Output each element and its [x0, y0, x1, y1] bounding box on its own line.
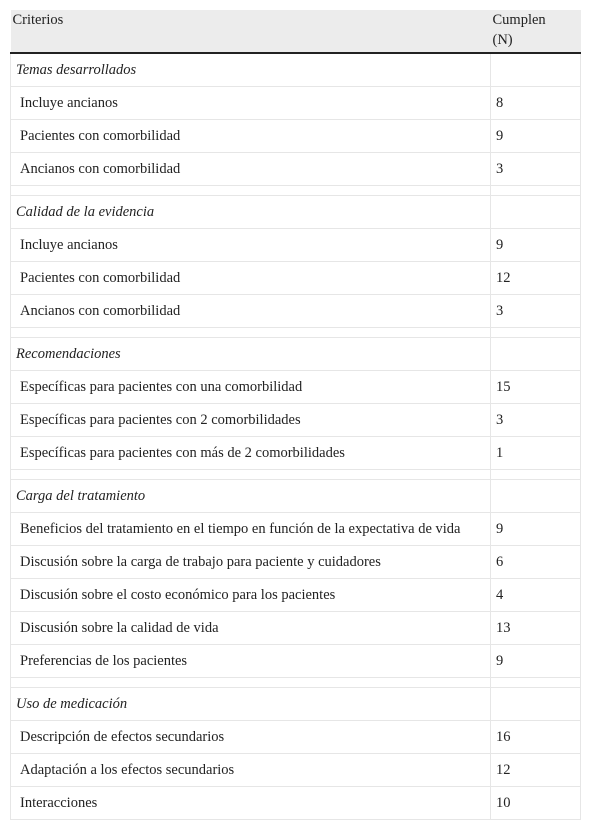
- table-row: [11, 262, 581, 295]
- row-value: 4: [491, 579, 581, 612]
- row-label: Específicas para pacientes con una comorbilidad: [11, 371, 491, 404]
- table-row: [11, 87, 581, 120]
- section-value-empty: [491, 480, 581, 513]
- section-title: Temas desarrollados: [11, 53, 491, 87]
- section-row: [11, 338, 581, 371]
- section-row: [11, 53, 581, 87]
- row-value: 9: [491, 120, 581, 153]
- header-criteria: Criterios: [11, 10, 491, 53]
- section-row: [11, 688, 581, 721]
- row-label: Discusión sobre la carga de trabajo para paciente y cuidadores: [11, 546, 491, 579]
- section-row: [11, 480, 581, 513]
- table-row: [11, 437, 581, 470]
- header-count-line2: (N): [492, 32, 513, 48]
- row-label: Interacciones: [11, 787, 491, 820]
- row-label: Incluye ancianos: [11, 87, 491, 120]
- row-label: Incluye ancianos: [11, 229, 491, 262]
- row-label: Ancianos con comorbilidad: [11, 153, 491, 186]
- header-count: [491, 10, 581, 53]
- row-label: Pacientes con comorbilidad: [11, 120, 491, 153]
- row-value: 9: [491, 645, 581, 678]
- criteria-table-container: [10, 10, 580, 811]
- row-value: 9: [491, 513, 581, 546]
- row-value: 12: [491, 262, 581, 295]
- table-row: [11, 579, 581, 612]
- row-label: Pacientes con comorbilidad: [11, 262, 491, 295]
- row-label: Específicas para pacientes con 2 comorbilidades: [11, 404, 491, 437]
- table-row: [11, 404, 581, 437]
- row-value: 3: [491, 295, 581, 328]
- criteria-table: [10, 10, 581, 820]
- section-value-empty: [491, 338, 581, 371]
- row-value: 12: [491, 754, 581, 787]
- section-value-empty: [491, 53, 581, 87]
- table-row: [11, 229, 581, 262]
- section-spacer: [11, 328, 581, 338]
- row-value: 1: [491, 437, 581, 470]
- row-label: Preferencias de los pacientes: [11, 645, 491, 678]
- table-row: [11, 612, 581, 645]
- row-value: 13: [491, 612, 581, 645]
- section-value-empty: [491, 688, 581, 721]
- row-value: 15: [491, 371, 581, 404]
- row-label: Ancianos con comorbilidad: [11, 295, 491, 328]
- section-title: Recomendaciones: [11, 338, 491, 371]
- row-label: Específicas para pacientes con más de 2 comorbilidades: [11, 437, 491, 470]
- section-spacer: [11, 186, 581, 196]
- section-title: Calidad de la evidencia: [11, 196, 491, 229]
- section-title: Carga del tratamiento: [11, 480, 491, 513]
- row-value: 16: [491, 721, 581, 754]
- header-count-line1: Cumplen: [492, 12, 546, 28]
- table-row: [11, 513, 581, 546]
- table-row: [11, 120, 581, 153]
- table-header-row: [11, 10, 581, 53]
- table-row: [11, 787, 581, 820]
- row-label: Discusión sobre el costo económico para los pacientes: [11, 579, 491, 612]
- table-row: [11, 153, 581, 186]
- table-row: [11, 546, 581, 579]
- row-value: 8: [491, 87, 581, 120]
- section-spacer: [11, 678, 581, 688]
- section-row: [11, 196, 581, 229]
- table-body: [11, 53, 581, 820]
- table-row: [11, 295, 581, 328]
- row-label: Adaptación a los efectos secundarios: [11, 754, 491, 787]
- row-value: 3: [491, 153, 581, 186]
- section-spacer: [11, 470, 581, 480]
- row-value: 3: [491, 404, 581, 437]
- table-row: [11, 371, 581, 404]
- row-value: 9: [491, 229, 581, 262]
- row-value: 6: [491, 546, 581, 579]
- row-label: Beneficios del tratamiento en el tiempo en función de la expectativa de vida: [11, 513, 491, 546]
- table-row: [11, 645, 581, 678]
- table-row: [11, 721, 581, 754]
- section-value-empty: [491, 196, 581, 229]
- row-label: Discusión sobre la calidad de vida: [11, 612, 491, 645]
- section-title: Uso de medicación: [11, 688, 491, 721]
- table-row: [11, 754, 581, 787]
- row-value: 10: [491, 787, 581, 820]
- row-label: Descripción de efectos secundarios: [11, 721, 491, 754]
